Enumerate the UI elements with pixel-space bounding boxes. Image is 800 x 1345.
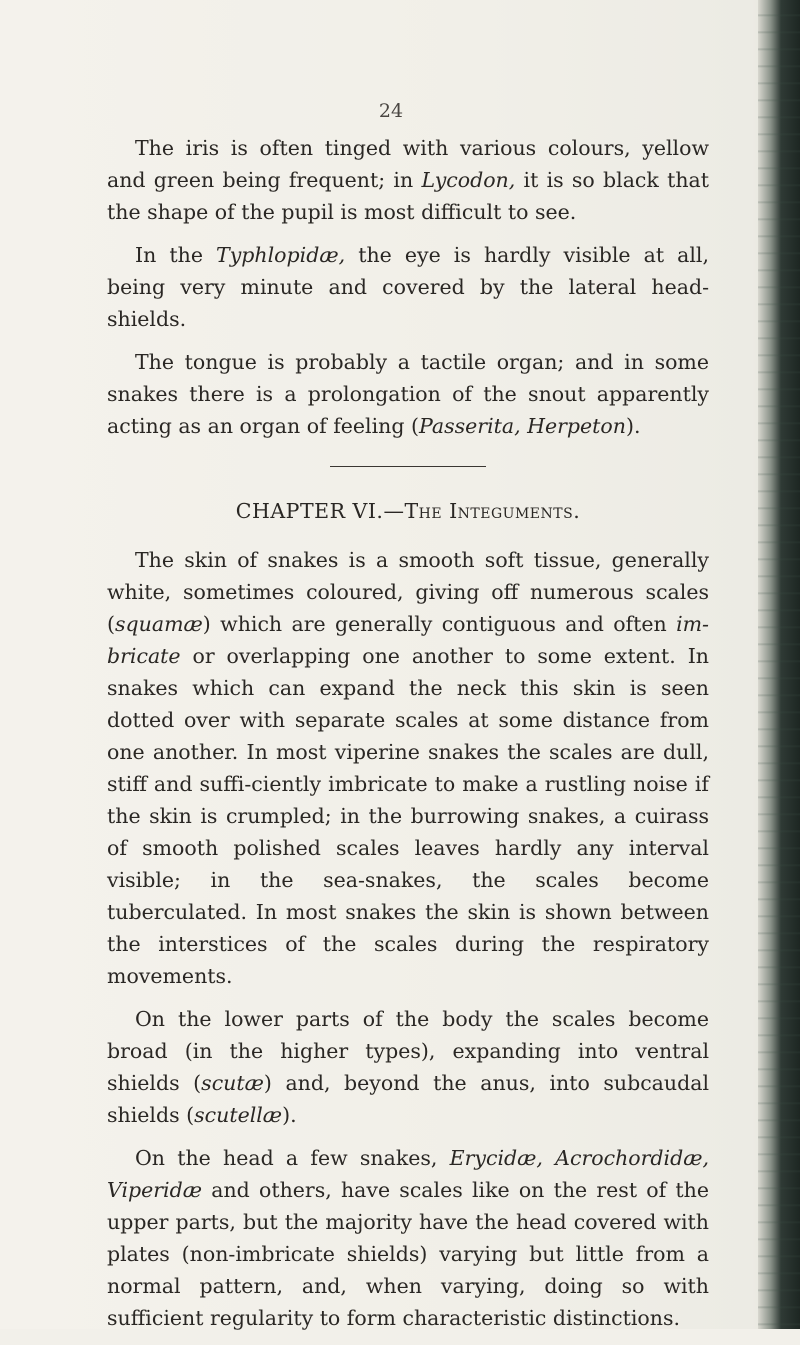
chapter-number: CHAPTER VI.— bbox=[235, 499, 405, 523]
text-run: ) which are generally contiguous and often bbox=[202, 612, 677, 636]
italic-text: Passerita, Herpeton bbox=[419, 414, 626, 438]
text-run: In the bbox=[135, 243, 217, 267]
text-run: ) and, beyond the anus, into subcaudal shields ( bbox=[107, 1071, 709, 1127]
paragraphs-after-chapter bbox=[107, 544, 709, 1334]
paragraphs-before-chapter bbox=[107, 132, 709, 442]
text-run: The tongue is probably a tactile organ; and in some snakes there is a prolongation of the snout apparently acting as an organ of feeling ( bbox=[107, 350, 709, 438]
italic-text: squamæ bbox=[115, 612, 203, 636]
paragraph bbox=[107, 132, 709, 228]
text-run: The skin of snakes is a smooth soft tissue, generally white, sometimes coloured, giving off numerous scales ( bbox=[107, 548, 709, 636]
text-run: or overlapping one another to some extent. In snakes which can expand the neck this skin is seen dotted over with separate scales at some distance from one another. In most viperine snakes the scales are dull, stiff and suffi-ciently imbricate to make a rustling noise if the skin is crumpled; in the burrowing snakes, a cuirass of smooth polished scales leaves hardly any interval visible; in the sea-snakes, the scales become tuberculated. In most snakes the skin is shown between the interstices of the scales during the respiratory movements. bbox=[107, 644, 709, 988]
text-run: On the lower parts of the body the scales become broad (in the higher types), expanding into ventral shields ( bbox=[107, 1007, 709, 1095]
italic-text: Erycidæ, Acrochordidæ, Viperidæ bbox=[107, 1146, 709, 1202]
body-text bbox=[107, 132, 709, 1345]
text-run: ). bbox=[625, 414, 641, 438]
paragraph bbox=[107, 239, 709, 335]
italic-text: scutellæ bbox=[194, 1103, 283, 1127]
text-run: The iris is often tinged with various colours, yellow and green being frequent; in bbox=[107, 136, 709, 192]
paragraph bbox=[107, 544, 709, 992]
paragraph bbox=[107, 1003, 709, 1131]
book-binding-edge bbox=[758, 0, 800, 1329]
page-number: 24 bbox=[378, 100, 404, 122]
text-run: it is so black that the shape of the pupil is most difficult to see. bbox=[107, 168, 709, 224]
section-divider bbox=[330, 466, 486, 467]
text-run: the eye is hardly visible at all, being very minute and covered by the lateral head-shields. bbox=[107, 243, 710, 331]
italic-text: Typhlopidæ, bbox=[216, 243, 346, 267]
text-run: On the head a few snakes, bbox=[135, 1146, 450, 1170]
italic-text: Lycodon, bbox=[421, 168, 516, 192]
paragraph bbox=[107, 346, 709, 442]
text-run: and others, have scales like on the rest of the upper parts, but the majority have the head covered with plates (non-imbricate shields) varying but little from a normal pattern, and, when varying, doing so with sufficient regularity to form characteristic distinctions. bbox=[107, 1178, 709, 1330]
chapter-heading bbox=[107, 498, 709, 524]
italic-text: im-bricate bbox=[107, 612, 709, 668]
italic-text: scutæ bbox=[201, 1071, 264, 1095]
text-run: ). bbox=[282, 1103, 297, 1127]
paragraph bbox=[107, 1142, 709, 1334]
chapter-title: The Integuments. bbox=[404, 499, 581, 523]
